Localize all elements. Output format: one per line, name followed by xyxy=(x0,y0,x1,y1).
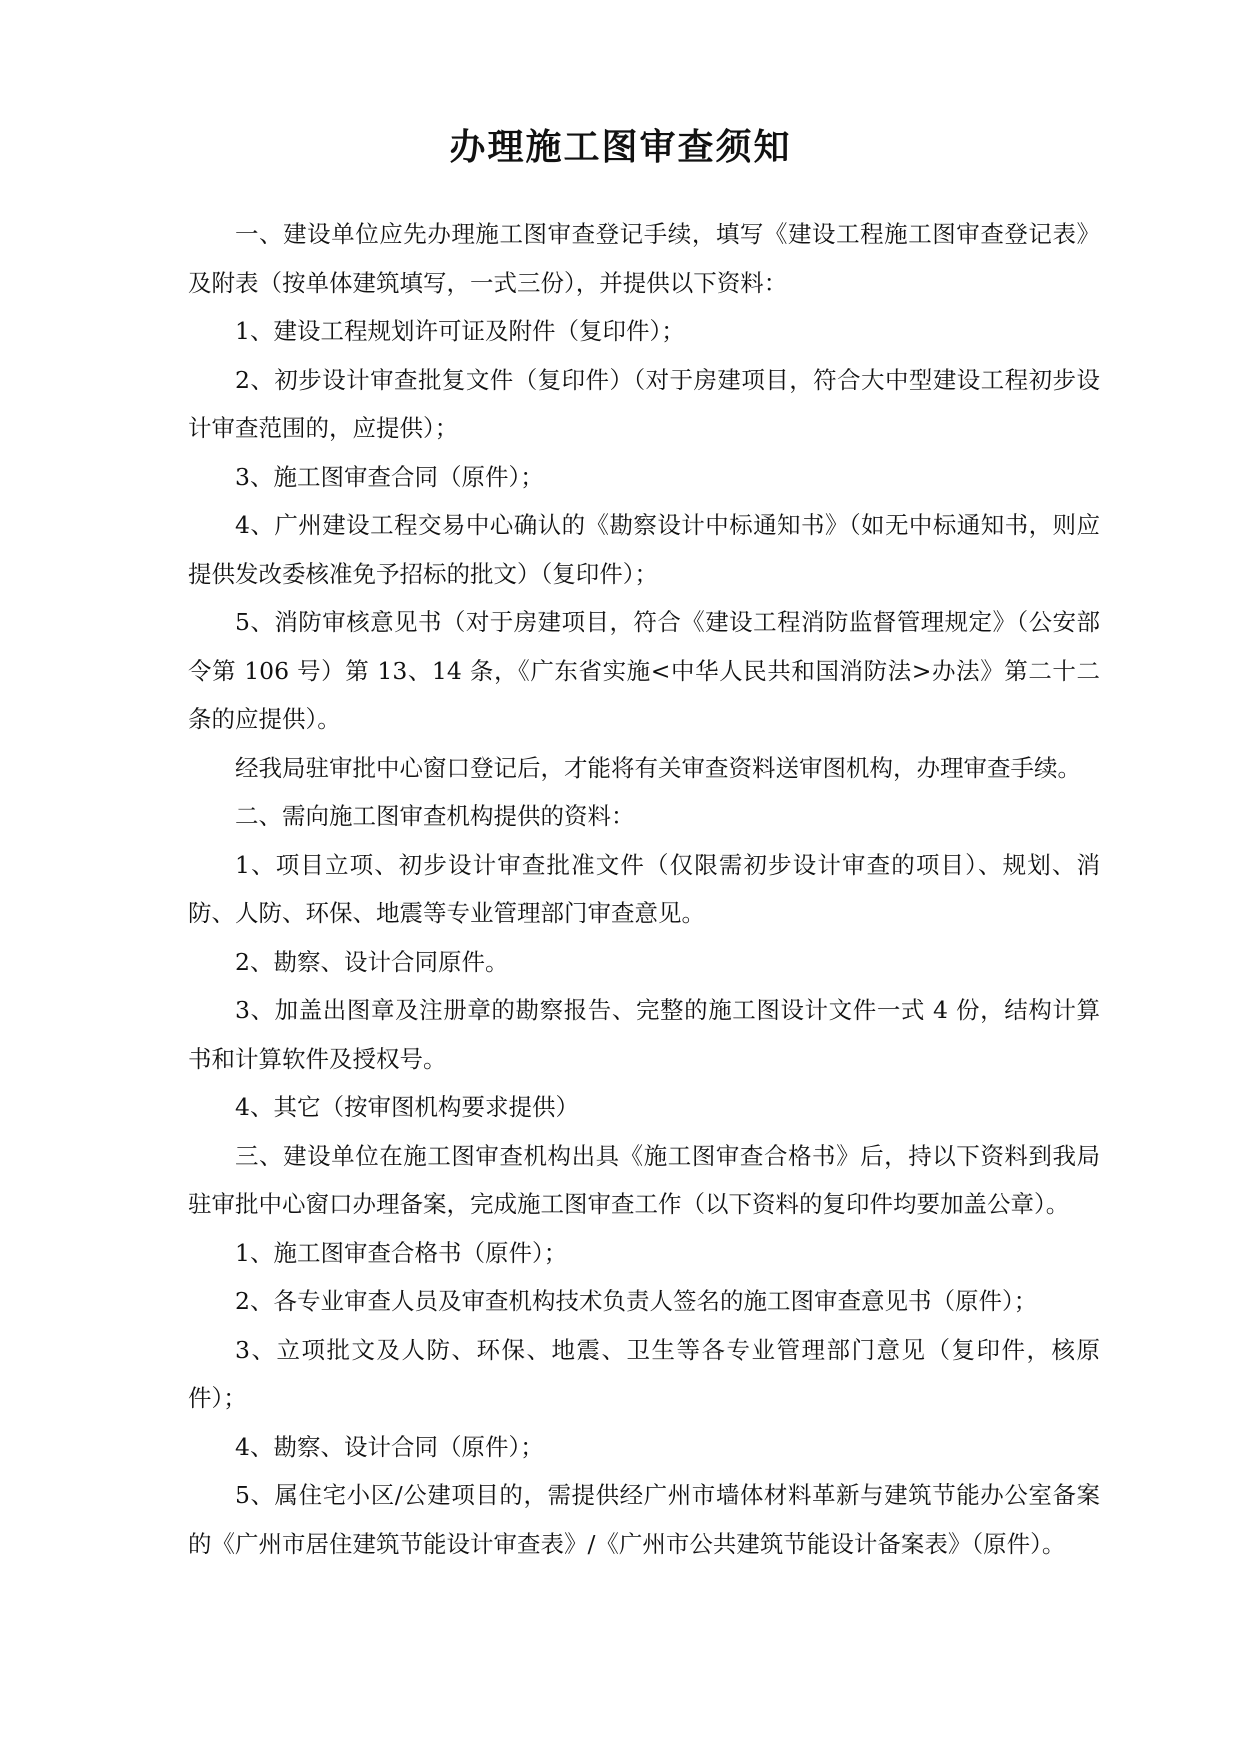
paragraph-section-2-intro: 二、需向施工图审查机构提供的资料： xyxy=(235,802,635,830)
document-title: 办理施工图审查须知 xyxy=(449,126,792,168)
paragraph-item: 4、其它（按审图机构要求提供） xyxy=(235,1093,579,1121)
paragraph-item: 2、勘察、设计合同原件。 xyxy=(235,947,509,976)
paragraph-item: 3、立项批文及人防、环保、地震、卫生等各专业管理部门意见（复印件，核原件）； xyxy=(188,1335,1100,1412)
paragraph-item: 4、勘察、设计合同（原件）； xyxy=(235,1432,544,1461)
paragraph-note: 经我局驻审批中心窗口登记后，才能将有关审查资料送审图机构，办理审查手续。 xyxy=(235,753,1081,782)
paragraph-section-1-intro: 一、建设单位应先办理施工图审查登记手续，填写《建设工程施工图审查登记表》及附表（按单体建筑填写，一式三份），并提供以下资料： xyxy=(188,220,1100,297)
paragraph-item: 2、各专业审查人员及审查机构技术负责人签名的施工图审查意见书（原件）； xyxy=(235,1287,1038,1315)
paragraph-item: 1、建设工程规划许可证及附件（复印件）； xyxy=(235,317,685,345)
paragraph-item: 3、施工图审查合同（原件）； xyxy=(235,462,544,491)
document-body xyxy=(188,210,1100,1568)
paragraph-item: 1、项目立项、初步设计审查批准文件（仅限需初步设计审查的项目）、规划、消防、人防、环保、地震等专业管理部门审查意见。 xyxy=(188,850,1100,927)
paragraph-item: 3、加盖出图章及注册章的勘察报告、完整的施工图设计文件一式 4 份，结构计算书和计算软件及授权号。 xyxy=(188,996,1100,1073)
paragraph-item: 1、施工图审查合格书（原件）； xyxy=(235,1238,568,1267)
paragraph-item: 4、广州建设工程交易中心确认的《勘察设计中标通知书》（如无中标通知书，则应提供发改委核准免予招标的批文）（复印件）； xyxy=(188,511,1100,588)
paragraph-item: 5、属住宅小区/公建项目的，需提供经广州市墙体材料革新与建筑节能办公室备案的《广州市居住建筑节能设计审查表》/《广州市公共建筑节能设计备案表》（原件）。 xyxy=(188,1481,1100,1558)
paragraph-item: 5、消防审核意见书（对于房建项目，符合《建设工程消防监督管理规定》（公安部令第 106 号）第 13、14 条，《广东省实施<中华人民共和国消防法>办法》第二十二条的应提供）。 xyxy=(188,608,1100,733)
paragraph-section-3-intro: 三、建设单位在施工图审查机构出具《施工图审查合格书》后，持以下资料到我局驻审批中心窗口办理备案，完成施工图审查工作（以下资料的复印件均要加盖公章）。 xyxy=(188,1141,1100,1218)
paragraph-item: 2、初步设计审查批复文件（复印件）（对于房建项目，符合大中型建设工程初步设计审查范围的，应提供）； xyxy=(188,365,1100,442)
